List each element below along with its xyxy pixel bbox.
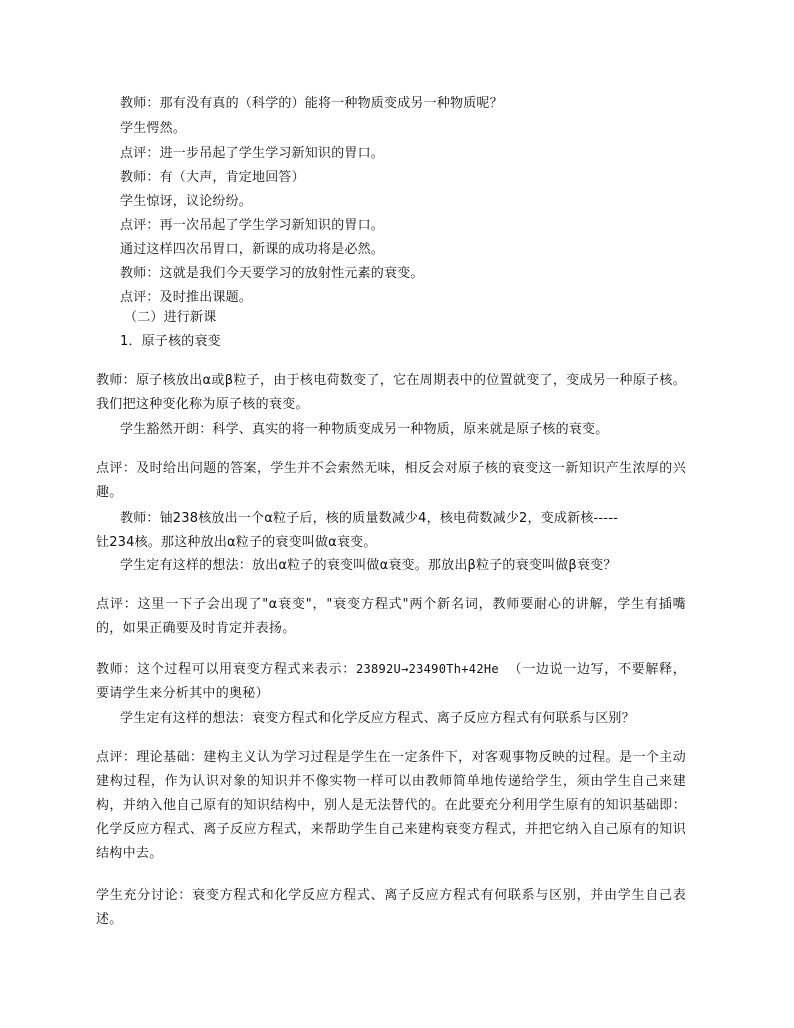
paragraph-2: 学生豁然开朗：科学、真实的将一种物质变成另一种物质，原来就是原子核的衰变。 [120,422,609,437]
text-line-4: 教师：有（大声，肯定地回答） [120,170,305,185]
paragraph-10: 学生充分讨论：衰变方程式和化学反应方程式、离子反应方程式有何联系与区别，并由学生自己表述。 [96,888,686,927]
paragraph-3: 点评：及时给出问题的答案，学生并不会索然无味，相反会对原子核的衰变这一新知识产生浓厚的兴趣。 [96,461,686,500]
paragraph-6: 点评：这里一下子会出现了"α衰变"，"衰变方程式"两个新名词，教师要耐心的讲解，学生有插嘴的，如果正确要及时肯定并表扬。 [96,597,686,636]
paragraph-7 [96,657,686,706]
paragraph-7-text: 教师：这个过程可以用衰变方程式来表示： [96,662,356,677]
paragraph-4-line-1: 教师：铀238核放出一个α粒子后，核的质量数减少4，核电荷数减少2，变成新核----- [120,511,618,526]
text-line-1: 教师：那有没有真的（科学的）能将一种物质变成另一种物质呢？ [120,96,503,111]
paragraph-4-line-2: 钍234核。那这种放出α粒子的衰变叫做α衰变。 [96,535,377,550]
paragraph-9: 点评：理论基础：建构主义认为学习过程是学生在一定条件下，对客观事物反映的过程。是一个主动建构过程，作为认识对象的知识并不像实物一样可以由教师简单地传递给学生，须由学生自己来建构，并纳入他自己原有的知识结构中，别人是无法替代的。在此要充分利用学生原有的知识基础即：化学反应方程式、离子反应方程式，来帮助学生自己来建构衰变方程式，并把它纳入自己原有的知识结构中去。 [96,750,686,861]
paragraph-5: 学生定有这样的想法：放出α粒子的衰变叫做α衰变。那放出β粒子的衰变叫做β衰变？ [120,558,617,573]
text-line-6: 点评：再一次吊起了学生学习新知识的胃口。 [120,218,385,233]
text-line-5: 学生惊讶，议论纷纷。 [120,194,253,209]
paragraph-8: 学生定有这样的想法：衰变方程式和化学反应方程式、离子反应方程式有何联系与区别？ [120,711,635,726]
text-line-9: 点评：及时推出课题。 [120,290,253,305]
text-line-8: 教师：这就是我们今天要学习的放射性元素的衰变。 [120,266,424,281]
text-line-3: 点评：进一步吊起了学生学习新知识的胃口。 [120,146,385,161]
text-line-2: 学生愕然。 [120,121,187,136]
text-line-7: 通过这样四次吊胃口，新课的成功将是必然。 [120,242,385,257]
section-heading: （二）进行新课 [124,310,217,325]
decay-equation: 23892U→23490Th+42He [355,662,499,676]
paragraph-1: 教师：原子核放出α或β粒子，由于核电荷数变了，它在周期表中的位置就变了，变成另一种原子核。我们把这种变化称为原子核的衰变。 [96,373,686,412]
paragraph-7-note: （一边说一边写，不要解释，要请学生来分析其中的奥秘） [96,662,687,701]
subsection-heading: 1．原子核的衰变 [120,334,221,349]
